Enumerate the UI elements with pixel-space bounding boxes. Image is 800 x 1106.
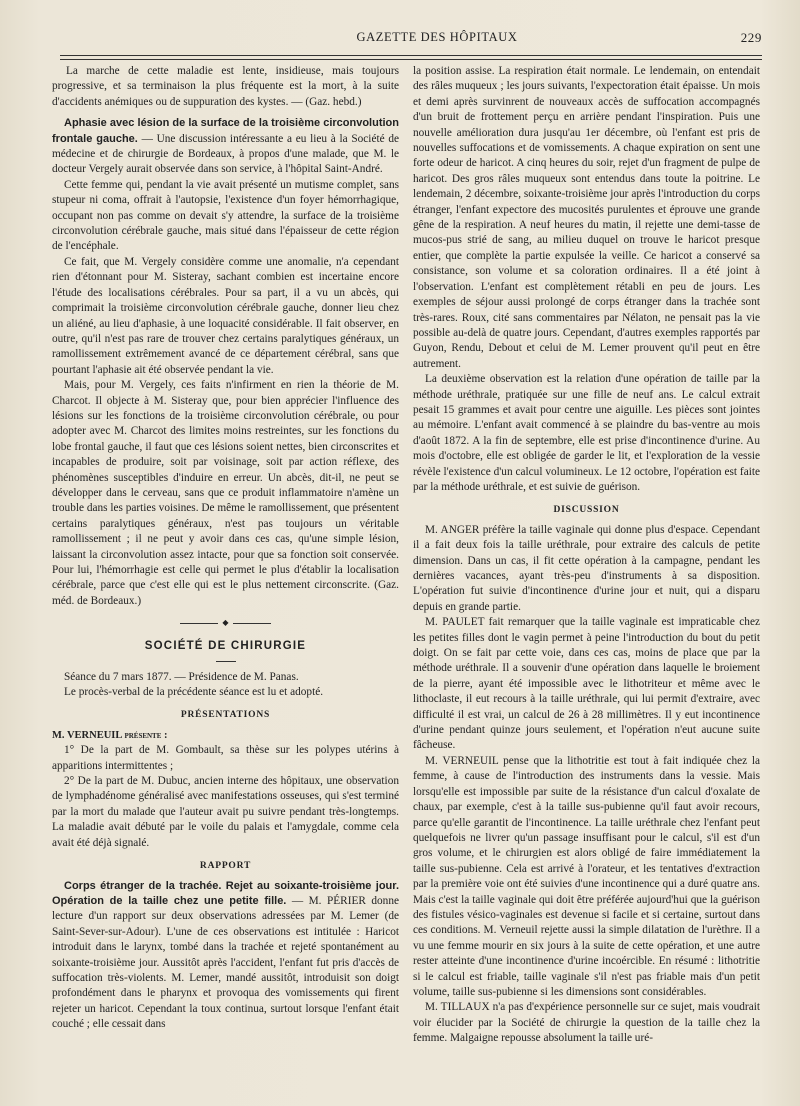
paragraph: Cette femme qui, pendant la vie avait présenté un mutisme complet, sans stupeur ni coma, offrait à l'autopsie, l'existence d'un foyer hémorrhagique, occupant non pas comme on devait s'y attendre, la surface de la troisième circonvolution cérébrale gauche, mais situé dans l'épaisseur de cette région de l'encéphale. [52,178,399,253]
discussion-paragraph: M. ANGER préfère la taille vaginale qui donne plus d'espace. Cependant il a fait deux fois la taille uréthrale, pour extraire des calculs de petite dimension. Dans un cas, il fit cette opération à la campagne, pendant les dernières vacances, ayant très-peu d'instruments à sa disposition. L'opération fut suivie d'incontinence d'urine jour et nuit, qui a disparu depuis en grande partie. [413,523,760,613]
article-paragraph [52,116,399,178]
journal-title: GAZETTE DES HÔPITAUX [356,30,518,44]
page-number: 229 [740,30,762,45]
discussion-paragraph: M. PAULET fait remarquer que la taille vaginale est impraticable chez les petites filles dont le vagin permet à peine l'introduction du bout du petit doigt. On se fait par cette voie, dans ces cas, moins de place que par la méthode uréthrale. Il a souvenir d'une opération dans laquelle le broiement de la pierre, ayant été impossible avec le lithotriteur et même avec le lithoclaste, il eut recours à la taille uréthrale, qui lui permit d'extraire, avec difficulté il est vrai, un calcul de 26 à 28 millimètres. Il y eut incontinence d'urine pendant quinze jours seulement, et l'opération n'eut aucune suite fâcheuse. [413,616,760,752]
section-divider: ◆ [52,619,399,627]
article-heading: Aphasie avec lésion de la surface de la troisième circonvolution frontale gauche. [52,117,399,145]
rapport-paragraph [52,879,399,1033]
rapport-heading: RAPPORT [199,861,252,872]
header-rules [60,55,762,60]
proces-verbal-line: Le procès-verbal de la précédente séance est lu et adopté. [64,686,324,699]
paragraph: La marche de cette maladie est lente, insidieuse, mais toujours progressive, et sa terminaison la plus fréquente est la mort, à la suite d'accidents anémiques ou de suppuration des kystes. — (Gaz. hebd.) [52,65,399,108]
right-column [413,64,760,1047]
verneuil-intro: M. VERNEUIL présente : [52,729,168,741]
paragraph: La deuxième observation est la relation d'une opération de taille par la méthode uréthrale, pratiquée sur une fille de neuf ans. Le calcul extrait pesait 15 grammes et avait pour centre une aiguille. Les pièces sont jointes au mémoire. L'enfant avait commencé à se plaindre du bas-ventre au mois d'août 1872. A la fin de septembre, elle est prise d'incontinence d'urine. Au mois d'octobre, elle est obligée de garder le lit, et l'exploration de la vessie révèle l'existence d'un calcul volumineux. Le 12 octobre, l'opération est faite par la méthode uréthrale, et est suivie de guérison. [413,373,760,493]
short-rule [216,661,236,662]
paragraph: Mais, pour M. Vergely, ces faits n'infirment en rien la théorie de M. Charcot. Il objecte à M. Sisteray que, pour bien apprécier l'influence des lésions sur les fonctions de la troisième circonvolution cérébrale, ou pour adopter avec M. Charcot des limites moins restreintes, sur les fonctions du lobe frontal gauche, il faut que ces lésions soient nettes, bien circonscrites et incapables de produire, soit par voisinage, soit par action réflexe, des phénomènes susceptibles d'induire en erreur. Un abcès, dit-il, ne peut se développer dans le cerveau, sans que ce produit inflammatoire n'amène un trouble dans les parties voisines. De même le ramollissement, que présentent certains paralytiques généraux, n'est pas toujours un véritable ramollissement ; il ne peut y avoir dans ces cas, qu'une simple lésion, laissant la circonvolution assez intacte, pour que sa fonction soit conservée. Pour lui, l'hémorrhagie est celle qui permet le plus d'établir la localisation cérébrale, parce que c'est elle qui est le plus nettement circonscrite. (Gaz. méd. de Bordeaux.) [52,379,399,607]
paragraph: la position assise. La respiration était normale. Le lendemain, on entendait des râles muqueux ; les jours suivants, l'expectoration était épaisse. Un mois et demi après survinrent de nouveaux accès de suffocation accompagnés d'un bruit de frottement perçu en arrière pendant l'inspiration. Puis une nouvelle amélioration dura jusqu'au 1er décembre, où l'enfant est pris de nouvelles suffocations et de vomissements. A chaque expiration on sent une forte odeur de haricot. A cinq heures du soir, rejet d'un fragment de pulpe de haricot. Des gros râles muqueux sont entendus dans toute la poitrine. Le lendemain, 2 décembre, soixante-troisième jour après l'introduction du corps étranger, l'enfant expectore des mucosités purulentes et éprouve une grande gêne de la respiration. A neuf heures du matin, il rejette une demi-tasse de mucos-pus strié de sang, au milieu duquel on trouve le haricot presque entier, que complète la partie expulsée la veille. Ce haricot a conservé sa consistance, son volume et sa coloration ordinaires. Il a été joint à l'observation. L'enfant est complètement rétabli en peu de jours. Les exemples de séjour aussi prolongé de corps étranger dans la trachée sont très-rares. Roux, cité sans commentaires par Nélaton, ne pensait pas la vie possible au-delà de quatre jours. Cependant, d'autres exemples rapportés par Guyon, Rendu, Debout et celui de M. Lemer prouvent qu'il peut en être autrement. [413,65,760,370]
left-column [52,64,399,1047]
rapport-text: — M. PÉRIER donne lecture d'un rapport sur deux observations adressées par M. Lemer (de Saint-Sever-sur-Adour). L'une de ces observations est intitulée : Haricot introduit dans le larynx, tombé dans la trachée et rejeté spontanément au soixante-troisième jour. Aussitôt après l'accident, l'enfant fut pris d'accès de suffocation très-violents. M. Lemer, mandé aussitôt, introduisit son doigt profondément dans le pharynx et provoqua des vomissements qui firent rejeter un haricot. Cependant la toux continua, surtout lorsque l'enfant était couché ; elle cessait dans [52,894,399,1031]
seance-line: Séance du 7 mars 1877. — Présidence de M. Panas. [64,670,299,683]
columns [52,64,762,1047]
page-header [52,30,762,45]
discussion-paragraph: M. TILLAUX n'a pas d'expérience personnelle sur ce sujet, mais voudrait voir élucider par la Société de chirurgie la question de la taille chez la femme. Malgaigne repousse absolument la taille uré- [413,1001,760,1045]
presentation-item: 2° De la part de M. Dubuc, ancien interne des hôpitaux, une observation de lymphadénome généralisé avec manifestations osseuses, qui s'est terminé par la mort du malade que l'auteur avait pu suivre pendant très-longtemps. La maladie avait débuté par le voile du palais et l'amygdale, comme cela avait été déjà signalé. [52,775,399,849]
society-title: SOCIÉTÉ DE CHIRURGIE [144,640,307,653]
paragraph: Ce fait, que M. Vergely considère comme une anomalie, n'a cependant rien d'étonnant pour M. Sisteray, sachant combien est incertaine encore l'étude des localisations cérébrales. Pour sa part, il a vu un abcès, qui comprimait la troisième circonvolution cérébrale gauche, donner lieu chez un aliéné, au lieu d'aphasie, à une loquacité considérable. Il fait observer, en outre, qu'il n'est pas rare de trouver chez certains paralytiques généraux, un ramollissement extrêmement avancé de ce département cérébral, sans que pourtant l'aphasie ait été observée pendant la vie. [52,255,399,376]
presentation-item: 1° De la part de M. Gombault, sa thèse sur les polypes utérins à apparitions intermittentes ; [52,744,399,772]
discussion-paragraph: M. VERNEUIL pense que la lithotritie est tout à fait indiquée chez la femme, à cause de l'introduction des instruments dans la vessie. Mais lorsqu'elle est impossible par suite de la résistance d'un calcul d'oxalate de chaux, par exemple, c'est à la taille sus-pubienne qu'il faut avoir recours, parce qu'elle garantit de l'incontinence. La taille uréthrale chez l'enfant peut quelquefois ne livrer qu'un passage insuffisant pour le calcul, s'il est d'un gros volume, et le chirurgien est alors obligé de faire immédiatement la taille sus-pubienne. Cela est arrivé à l'orateur, et les tentatives d'extraction par la première voie ont été suivies d'une incontinence qui a duré quatre ans. Mais c'est la taille vaginale qui doit être préférée aujourd'hui que la guérison des fistules vésico-vaginales est devenue si facile et si certaine, surtout dans ces conditions. M. Verneuil rejette aussi la simple dilatation de l'urèthre. Il a vu une femme mourir en six jours à la suite de cette opération, et une autre rester atteinte d'une incontinence d'urine incoércible. En résumé : lithotritie si le calcul est friable, taille vaginale s'il n'est pas friable mais d'un petit volume, taille sus-pubienne si les dimensions sont considérables. [413,754,760,998]
rapport-lead: Corps étranger de la trachée. Rejet au soixante-troisième jour. Opération de la taille chez une petite fille. [52,879,399,907]
article-text: — Une discussion intéressante a eu lieu à la Société de médecine et de chirurgie de Bordeaux, à propos d'une malade, que M. le docteur Vergely aurait observée dans son service, à l'hôpital Saint-André. [52,132,399,176]
presentations-heading: PRÉSENTATIONS [180,710,271,721]
discussion-heading: DISCUSSION [553,505,620,516]
